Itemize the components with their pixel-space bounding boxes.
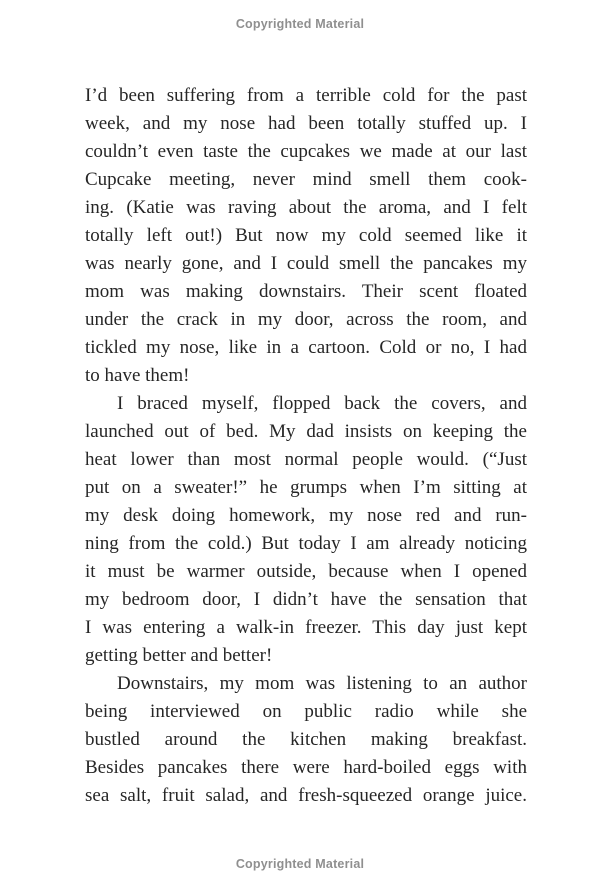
- text-line: heat lower than most normal people would. (“Just: [85, 449, 527, 470]
- text-line: getting better and better!: [85, 645, 273, 666]
- text-line: under the crack in my door, across the room, and: [85, 309, 527, 330]
- text-line: I braced myself, flopped back the covers, and: [117, 393, 527, 414]
- text-line: my bedroom door, I didn’t have the sensation that: [85, 589, 527, 610]
- paragraph-1: [85, 82, 527, 390]
- text-line: was nearly gone, and I could smell the pancakes my: [85, 253, 527, 274]
- text-line: Besides pancakes there were hard-boiled eggs with: [85, 757, 527, 778]
- paragraph-2: [85, 390, 527, 670]
- book-text-block: [85, 82, 527, 810]
- text-line: ning from the cold.) But today I am already noticing: [85, 533, 527, 554]
- text-line: put on a sweater!” he grumps when I’m sitting at: [85, 477, 527, 498]
- text-line: tickled my nose, like in a cartoon. Cold or no, I had: [85, 337, 527, 358]
- paragraph-3: [85, 670, 527, 810]
- text-line: I’d been suffering from a terrible cold for the past: [85, 85, 527, 106]
- text-line: launched out of bed. My dad insists on keeping the: [85, 421, 527, 442]
- text-line: Downstairs, my mom was listening to an author: [117, 673, 527, 694]
- text-line: totally left out!) But now my cold seemed like it: [85, 225, 527, 246]
- text-line: week, and my nose had been totally stuffed up. I: [85, 113, 527, 134]
- text-line: it must be warmer outside, because when I opened: [85, 561, 527, 582]
- text-line: sea salt, fruit salad, and fresh-squeezed orange juice.: [85, 785, 527, 806]
- copyright-header: Copyrighted Material: [235, 17, 365, 31]
- copyright-footer: Copyrighted Material: [235, 857, 365, 871]
- text-line: I was entering a walk-in freezer. This day just kept: [85, 617, 527, 638]
- text-line: mom was making downstairs. Their scent floated: [85, 281, 527, 302]
- text-line: bustled around the kitchen making breakfast.: [85, 729, 527, 750]
- text-line: couldn’t even taste the cupcakes we made at our last: [85, 141, 527, 162]
- text-line: being interviewed on public radio while she: [85, 701, 527, 722]
- text-line: my desk doing homework, my nose red and run-: [85, 505, 527, 526]
- text-line: to have them!: [85, 365, 190, 386]
- text-line: ing. (Katie was raving about the aroma, and I felt: [85, 197, 527, 218]
- text-line: Cupcake meeting, never mind smell them cook-: [85, 169, 527, 190]
